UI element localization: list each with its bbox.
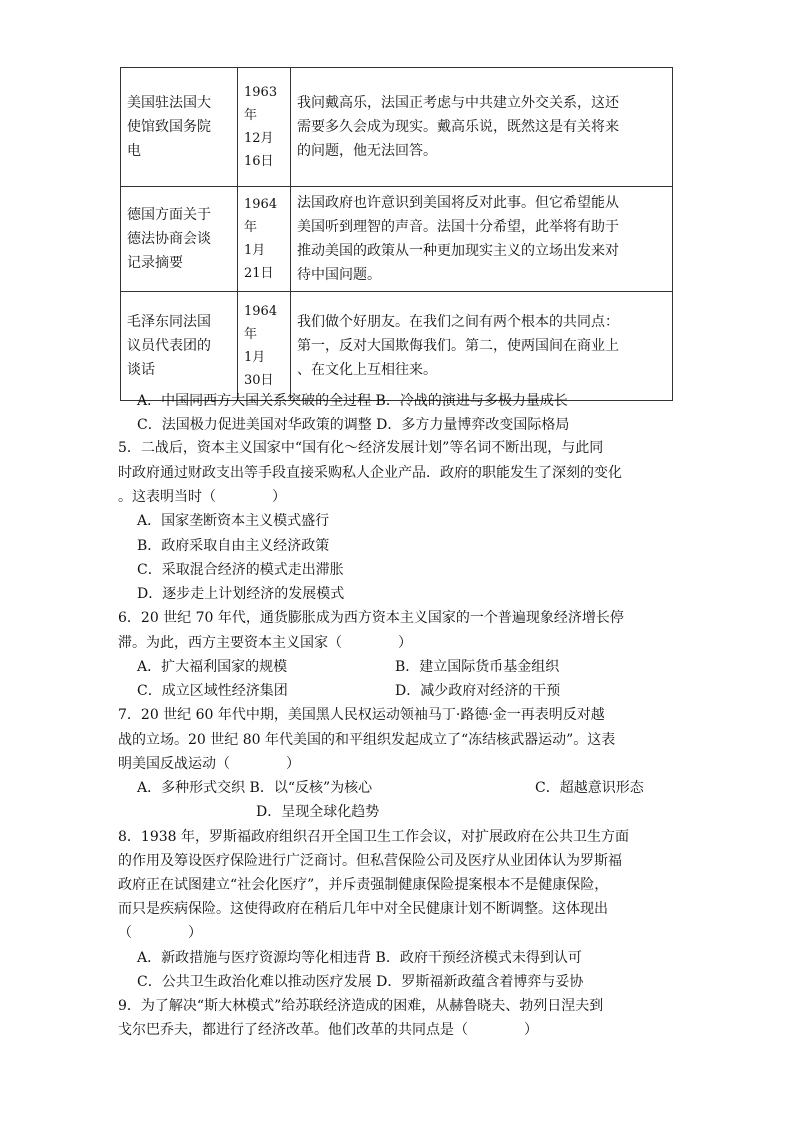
q5-stem-line: 时政府通过财政支出等手段直接采购私人企业产品．政府的职能发生了深刻的变化 — [118, 465, 622, 481]
cell-line: 1月 — [244, 243, 266, 258]
cell-line: 12月 — [244, 131, 274, 146]
content-cell — [291, 292, 673, 401]
cell-line: 推动美国的政策从一种更加现实主义的立场出发来对 — [297, 243, 619, 259]
q7-option-d: D．呈现全球化趋势 — [256, 804, 380, 820]
cell-line: 第一，反对大国欺侮我们。第二，使两国间在商业上 — [297, 338, 619, 354]
cell-line: 待中国问题。 — [297, 267, 381, 283]
q8-option-ab: A．新政措施与医疗资源均等化相违背 B．政府干预经济模式未得到认可 — [137, 950, 582, 966]
cell-line: 美国驻法国大 — [127, 95, 211, 111]
cell-line: 议员代表团的 — [127, 338, 211, 354]
q6-stem-line: 6．20 世纪 70 年代，通货膨胀成为西方资本主义国家的一个普遍现象经济增长停 — [118, 610, 624, 626]
date-cell — [238, 68, 291, 187]
cell-line: 我们做个好朋友。在我们之间有两个根本的共同点： — [297, 314, 619, 330]
q8-option-cd: C．公共卫生政治化难以推动医疗发展 D．罗斯福新政蕴含着博弈与妥协 — [137, 974, 584, 990]
cell-line: 1月 — [244, 350, 266, 365]
cell-line: 美国听到理智的声音。法国十分希望，此举将有助于 — [297, 219, 619, 235]
cell-line: 谈话 — [127, 362, 155, 378]
cell-line: 30日 — [244, 373, 274, 388]
table-row — [121, 292, 673, 401]
q4-option-ab: A．中国同西方大国关系突破的全过程 B．冷战的演进与多极力量成长 — [137, 393, 568, 409]
q8-stem-line: 而只是疾病保险。这使得政府在稍后几年中对全民健康计划不断调整。这体现出 — [118, 901, 608, 917]
cell-line: 需要多久会成为现实。戴高乐说，既然这是有关将来 — [297, 119, 619, 135]
q5-option-c: C．采取混合经济的模式走出滞胀 — [137, 562, 344, 578]
cell-line: 、在文化上互相往来。 — [297, 362, 437, 378]
content-cell — [291, 187, 673, 292]
q8-stem-line: 的作用及筹设医疗保险进行广泛商讨。但私营保险公司及医疗从业团体认为罗斯福 — [118, 853, 622, 869]
q7-option-ab: A．多种形式交织 B．以“反核”为核心 — [137, 780, 373, 796]
source-cell — [121, 292, 238, 401]
q5-stem-line: 5．二战后，资本主义国家中“国有化～经济发展计划”等名词不断出现，与此同 — [118, 440, 604, 456]
q8-stem-line: 政府正在试图建立“社会化医疗”，并斥责强制健康保险提案根本不是健康保险， — [118, 877, 609, 893]
table-row — [121, 187, 673, 292]
cell-line: 年 — [244, 108, 258, 123]
q6-option-c: C．成立区域性经济集团 — [137, 683, 288, 699]
cell-line: 年 — [244, 220, 258, 235]
q6-option-a: A．扩大福利国家的规模 — [137, 659, 288, 675]
cell-line: 德国方面关于 — [127, 207, 211, 223]
source-cell — [121, 68, 238, 187]
q5-option-a: A．国家垄断资本主义模式盛行 — [137, 513, 330, 529]
cell-line: 的问题，他无法回答。 — [297, 143, 437, 159]
date-cell — [238, 187, 291, 292]
cell-line: 记录摘要 — [127, 255, 183, 271]
q8-stem-line: 8．1938 年，罗斯福政府组织召开全国卫生工作会议，对扩展政府在公共卫生方面 — [118, 829, 629, 845]
cell-line: 1964 — [244, 197, 278, 212]
q5-option-b: B．政府采取自由主义经济政策 — [137, 538, 330, 554]
q8-stem-line: （ ） — [118, 925, 202, 941]
cell-line: 21日 — [244, 266, 274, 281]
cell-line: 德法协商会谈 — [127, 231, 211, 247]
cell-line: 1964 — [244, 304, 278, 319]
cell-line: 1963 — [244, 85, 278, 100]
cell-line: 16日 — [244, 154, 274, 169]
q5-option-d: D．逐步走上计划经济的发展模式 — [137, 586, 345, 602]
q6-option-b: B．建立国际货币基金组织 — [395, 659, 560, 675]
q6-option-d: D．减少政府对经济的干预 — [395, 683, 561, 699]
source-table — [120, 67, 673, 401]
q9-stem-line: 戈尔巴乔夫，都进行了经济改革。他们改革的共同点是（ ） — [118, 1022, 538, 1038]
q7-stem-line: 战的立场。20 世纪 80 年代美国的和平组织发起成立了“冻结核武器运动”。这表 — [118, 732, 616, 748]
q9-stem-line: 9．为了解决“斯大林模式”给苏联经济造成的困难，从赫鲁晓夫、勃列日涅夫到 — [118, 998, 604, 1014]
content-cell — [291, 68, 673, 187]
table-row — [121, 68, 673, 187]
q5-stem-line: 。这表明当时（ ） — [118, 489, 286, 505]
date-cell — [238, 292, 291, 401]
q7-option-c: C．超越意识形态 — [535, 780, 644, 796]
cell-line: 年 — [244, 327, 258, 342]
cell-line: 我问戴高乐，法国正考虑与中共建立外交关系，这还 — [297, 95, 619, 111]
q4-option-cd: C．法国极力促进美国对华政策的调整 D．多方力量博弈改变国际格局 — [137, 417, 570, 433]
cell-line: 电 — [127, 143, 141, 159]
q6-stem-line: 滞。为此，西方主要资本主义国家（ ） — [118, 635, 412, 651]
q7-stem-line: 7．20 世纪 60 年代中期，美国黑人民权运动领袖马丁·路德·金一再表明反对越 — [118, 707, 605, 723]
cell-line: 毛泽东同法国 — [127, 314, 211, 330]
source-cell — [121, 187, 238, 292]
cell-line: 法国政府也许意识到美国将反对此事。但它希望能从 — [297, 195, 619, 211]
q7-stem-line: 明美国反战运动（ ） — [118, 756, 300, 772]
cell-line: 使馆致国务院 — [127, 119, 211, 135]
